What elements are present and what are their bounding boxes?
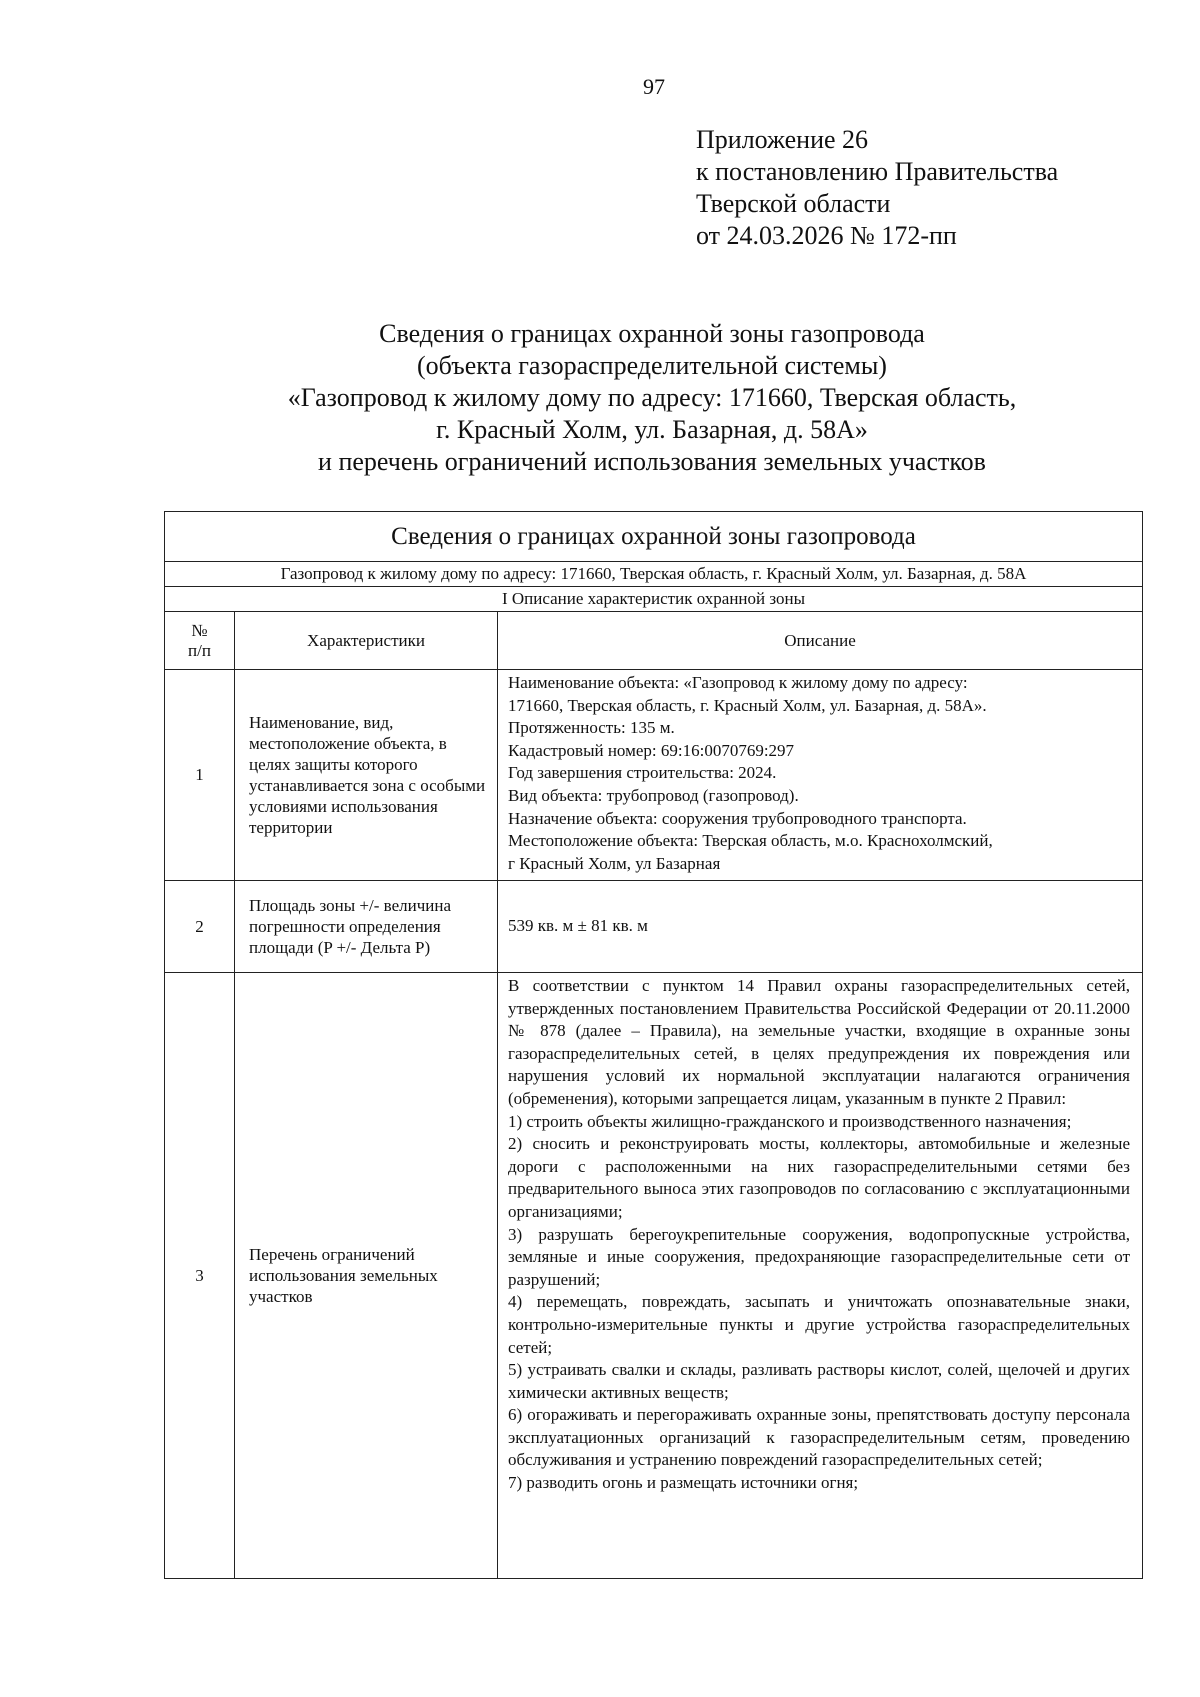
restriction-paragraph: 2) сносить и реконструировать мосты, коллекторы, автомобильные и железные дороги с расположенными на них газораспределительными сетями без предварительного выноса этих газопроводов по согласованию с эксплуатационными организациями; <box>508 1134 1131 1221</box>
restriction-paragraph: В соответствии с пунктом 14 Правил охраны газораспределительных сетей, утвержденных постановлением Правительства Российской Федерации от 20.11.2000 № 878 (далее – Правила), на земельные участки, входящие в охранные зоны газораспределительных сетей, в целях предупреждения их повреждения или нарушения условий их нормальной эксплуатации налагаются ограничения (обременения), которыми запрещается лицам, указанным в пункте 2 Правил: <box>508 976 1131 1108</box>
row-characteristic: Наименование, вид, местоположение объекта, в целях защиты которого устанавливается зона с особыми условиями использования территории <box>235 670 498 881</box>
row-characteristic: Площадь зоны +/- величина погрешности определения площади (P +/- Дельта P) <box>235 881 498 973</box>
appendix-line: к постановлению Правительства <box>696 157 1059 186</box>
appendix-line: от 24.03.2026 № 172-пп <box>696 221 957 250</box>
appendix-line: Тверской области <box>696 189 891 218</box>
restriction-paragraph: 1) строить объекты жилищно-гражданского и производственного назначения; <box>508 1111 1072 1131</box>
row-number: 2 <box>165 881 235 973</box>
restriction-paragraph: 3) разрушать берегоукрепительные сооружения, водопропускные устройства, земляные и иные сооружения, предохраняющие газораспределительные сети от разрушений; <box>508 1224 1131 1289</box>
title-line: (объекта газораспределительной системы) <box>417 351 887 380</box>
restriction-paragraph: 7) разводить огонь и размещать источники огня; <box>508 1473 859 1493</box>
header-num-line1: № <box>191 620 208 640</box>
row-description: 539 кв. м ± 81 кв. м <box>498 881 1143 973</box>
restriction-paragraph: 6) огораживать и перегораживать охранные зоны, препятствовать доступу персонала эксплуатационных организаций к газораспределительным сетям, проведению обслуживания и устранению повреждений газораспределительных сетей; <box>508 1405 1131 1470</box>
object-line: Газопровод к жилому дому по адресу: 171660, Тверская область, г. Красный Холм, ул. Базарная, д. 58А <box>165 562 1143 587</box>
table-row <box>165 973 1143 1579</box>
description-line: Вид объекта: трубопровод (газопровод). <box>508 785 799 805</box>
description-line: г Красный Холм, ул Базарная <box>508 853 721 873</box>
description-line: Наименование объекта: «Газопровод к жилому дому по адресу: <box>508 673 968 692</box>
table-row <box>165 881 1143 973</box>
header-characteristics: Характеристики <box>235 612 498 670</box>
header-description: Описание <box>498 612 1143 670</box>
description-line: Местоположение объекта: Тверская область, м.о. Краснохолмский, <box>508 831 993 851</box>
appendix-line: Приложение 26 <box>696 125 869 154</box>
header-num <box>165 612 235 670</box>
table-row <box>165 670 1143 881</box>
table-caption: Сведения о границах охранной зоны газопровода <box>165 512 1143 562</box>
description-line: 171660, Тверская область, г. Красный Холм, ул. Базарная, д. 58А». <box>508 695 987 715</box>
page-number: 97 <box>643 74 665 99</box>
appendix-block <box>696 124 1058 252</box>
header-num-line2: п/п <box>188 640 211 660</box>
description-line: Протяженность: 135 м. <box>508 718 675 738</box>
document-title <box>150 318 1154 478</box>
row-number: 3 <box>165 973 235 1579</box>
title-line: «Газопровод к жилому дому по адресу: 171660, Тверская область, <box>287 383 1017 412</box>
description-line: Кадастровый номер: 69:16:0070769:297 <box>508 740 795 760</box>
row-description <box>498 973 1143 1579</box>
restriction-paragraph: 4) перемещать, повреждать, засыпать и уничтожать опознавательные знаки, контрольно-измерительные пункты и другие устройства газораспределительных сетей; <box>508 1292 1131 1357</box>
row-number: 1 <box>165 670 235 881</box>
description-line: Год завершения строительства: 2024. <box>508 763 777 783</box>
row-characteristic: Перечень ограничений использования земельных участков <box>235 973 498 1579</box>
title-line: г. Красный Холм, ул. Базарная, д. 58А» <box>436 415 868 444</box>
zone-table <box>164 511 1143 1579</box>
row-description <box>498 670 1143 881</box>
title-line: Сведения о границах охранной зоны газопровода <box>379 319 925 348</box>
title-line: и перечень ограничений использования земельных участков <box>318 447 986 476</box>
description-line: Назначение объекта: сооружения трубопроводного транспорта. <box>508 808 967 828</box>
restriction-paragraph: 5) устраивать свалки и склады, разливать растворы кислот, солей, щелочей и других химически активных веществ; <box>508 1360 1131 1402</box>
section-title: I Описание характеристик охранной зоны <box>165 587 1143 612</box>
